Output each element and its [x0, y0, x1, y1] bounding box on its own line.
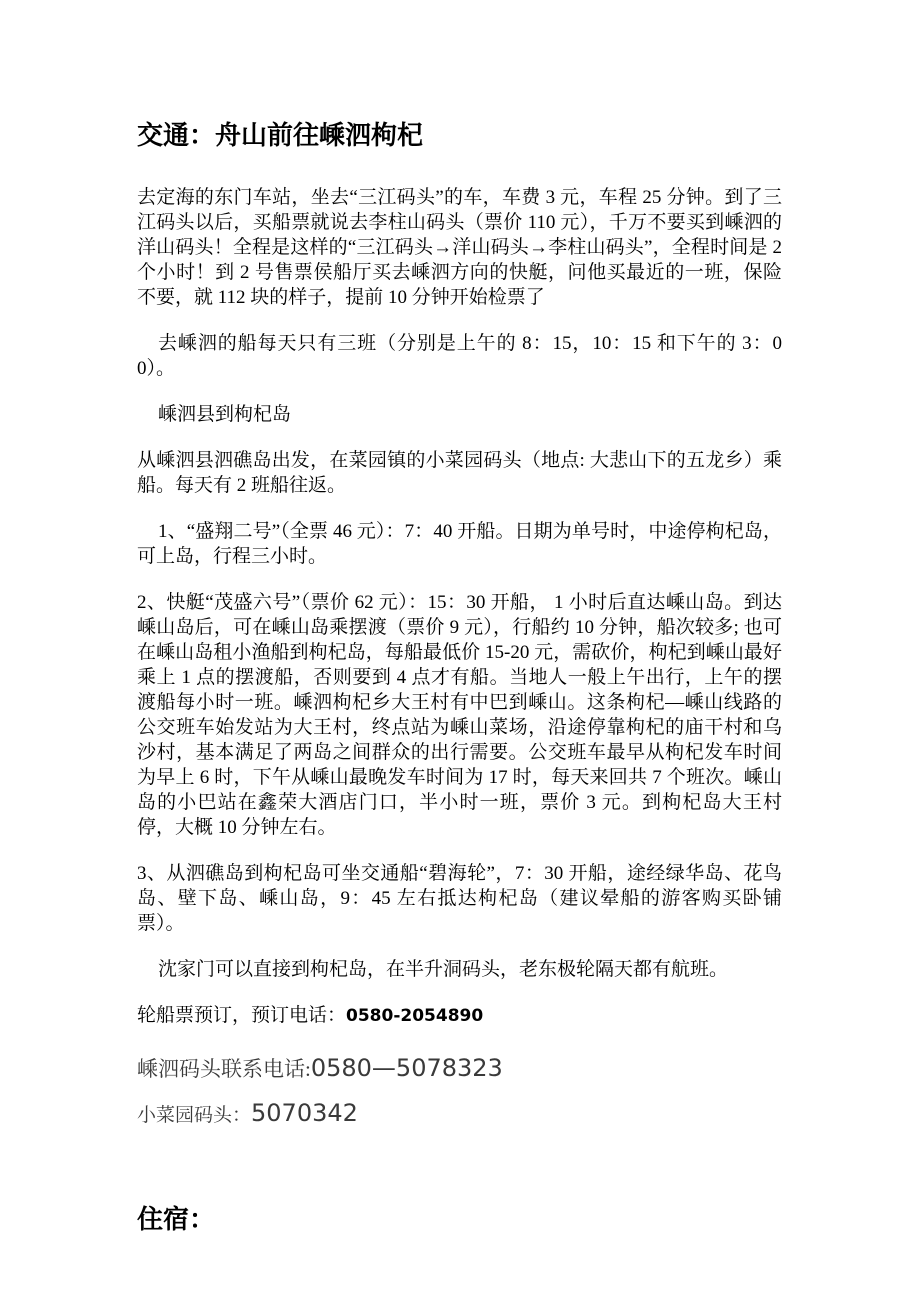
- subheading-shengsi-to-gouqi: 嵊泗县到枸杞岛: [158, 404, 292, 425]
- xiaocaiyuan-pier-contact-label: 小菜园码头：: [137, 1105, 252, 1126]
- shenjiamen-note-paragraph: 沈家门可以直接到枸杞岛，在半升洞码头，老东极轮隔天都有航班。: [158, 959, 729, 980]
- booking-contact-line: [137, 1003, 782, 1029]
- shengsi-pier-contact-line: [137, 1053, 782, 1084]
- departure-info-paragraph: 从嵊泗县泗礁岛出发，在菜园镇的小菜园码头（地点: 大悲山下的五龙乡）乘船。每天有 2 班船往返。: [137, 450, 782, 496]
- shengsi-pier-contact-label: 嵊泗码头联系电话:: [137, 1057, 311, 1081]
- xiaocaiyuan-pier-phone-number: 5070342: [251, 1099, 358, 1127]
- doc-title-transport: 交通：舟山前往嵊泗枸杞: [137, 121, 424, 150]
- route-3-bihai-paragraph: 3、从泗礁岛到枸杞岛可坐交通船“碧海轮”，7：30 开船，途经绿华岛、花鸟岛、壁下岛、嵊山岛，9：45 左右抵达枸杞岛（建议晕船的游客购买卧铺票）。: [137, 863, 782, 934]
- ferry-schedule-note: 去嵊泗的船每天只有三班（分别是上午的 8：15，10：15 和下午的 3：00）。: [137, 333, 782, 379]
- intro-paragraph: 去定海的东门车站，坐去“三江码头”的车，车费 3 元，车程 25 分钟。到了三江码头以后，买船票就说去李柱山码头（票价 110 元），千万不要买到嵊泗的洋山码头！全程是这样的“三江码头→洋山码头→李柱山码头”，全程时间是 2 个小时！到 2 号售票侯船厅买去嵊泗方向的快艇，问他买最近的一班，保险不要，就 112 块的样子，提前 10 分钟开始检票了: [137, 187, 782, 308]
- xiaocaiyuan-pier-contact-line: [137, 1098, 782, 1131]
- booking-contact-label: 轮船票预订，预订电话：: [137, 1005, 347, 1026]
- booking-phone-number: 0580-2054890: [346, 1006, 484, 1026]
- route-2-maosheng-paragraph: 2、快艇“茂盛六号”（票价 62 元）：15：30 开船， 1 小时后直达嵊山岛。到达嵊山岛后，可在嵊山岛乘摆渡（票价 9 元），行船约 10 分钟，船次较多; 也可在嵊山岛租小渔船到枸杞岛，每船最低价 15-20 元，需砍价，枸杞到嵊山最好乘上 1 点的摆渡船，否则要到 4 点才有船。当地人一般上午出行，上午的摆渡船每小时一班。嵊泗枸杞乡大王村有中巴到嵊山。这条枸杞—嵊山线路的公交班车始发站为大王村，终点站为嵊山菜场，沿途停靠枸杞的庙干村和乌沙村，基本满足了两岛之间群众的出行需要。公交班车最早从枸杞发车时间为早上 6 时，下午从嵊山最晚发车时间为 17 时，每天来回共 7 个班次。嵊山岛的小巴站在鑫荣大酒店门口，半小时一班，票价 3 元。到枸杞岛大王村停，大概 10 分钟左右。: [137, 592, 782, 838]
- section-heading-lodging: 住宿：: [137, 1205, 216, 1234]
- shengsi-pier-phone-number: 0580—5078323: [310, 1054, 503, 1082]
- route-1-shengxiang-paragraph: 1、“盛翔二号”（全票 46 元）：7：40 开船。日期为单号时，中途停枸杞岛，可上岛，行程三小时。: [137, 521, 782, 567]
